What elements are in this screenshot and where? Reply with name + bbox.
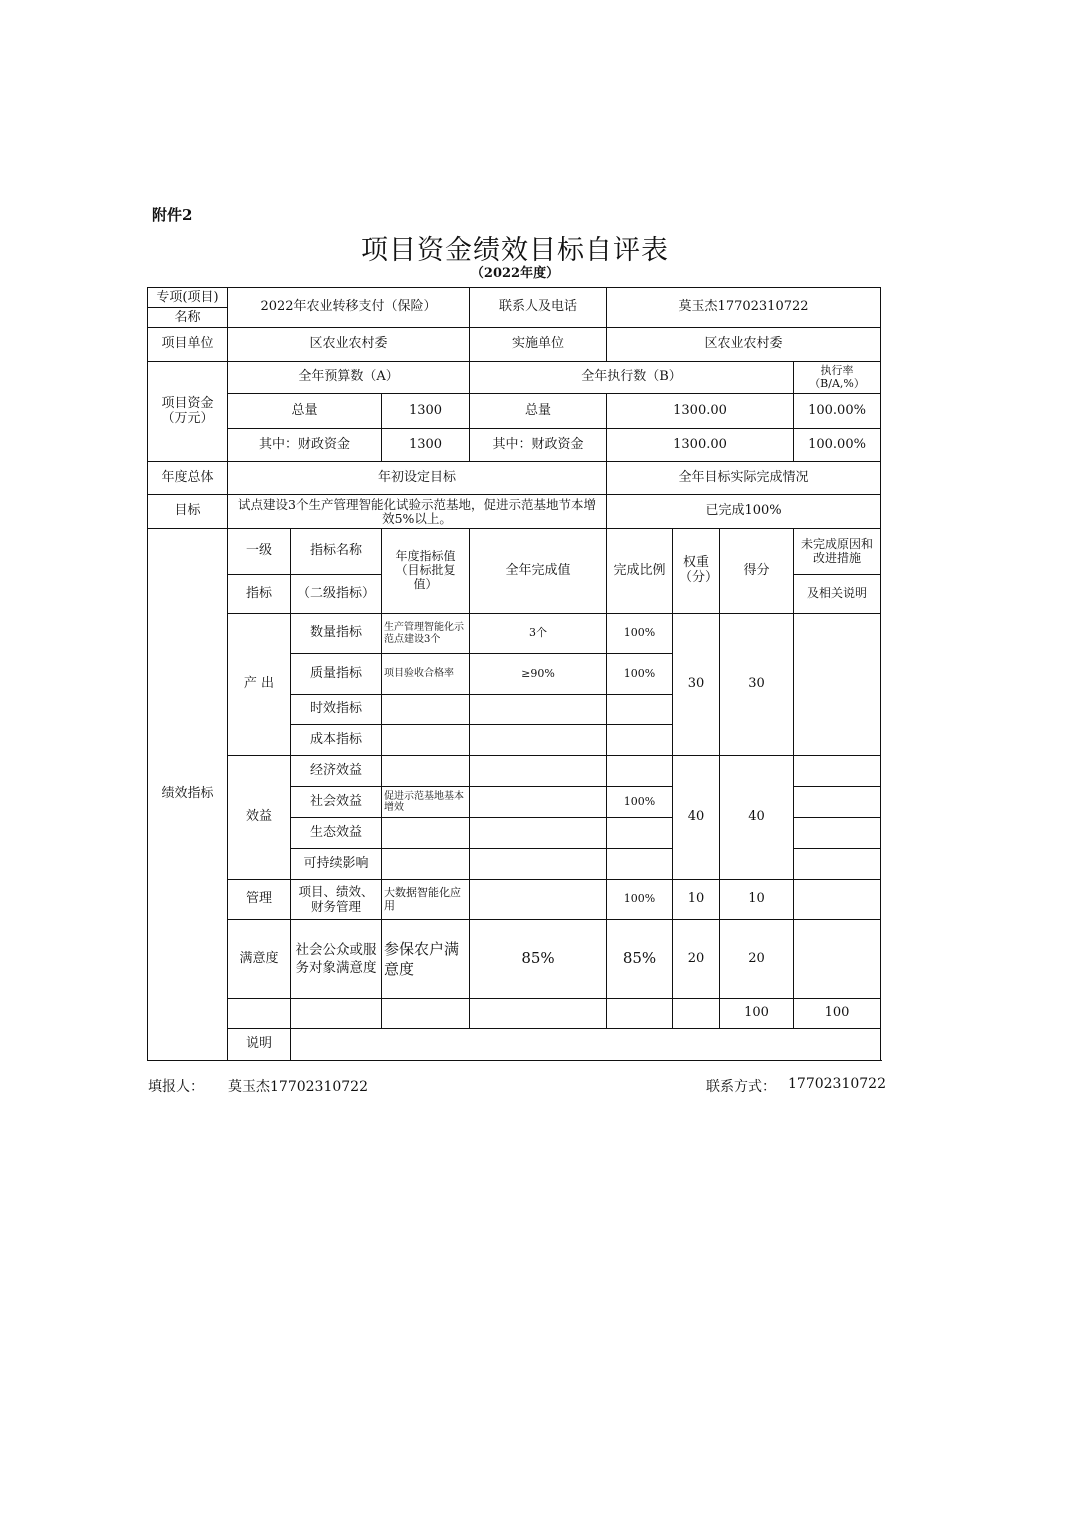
management-ratio: 100%	[607, 880, 673, 920]
rate-label	[794, 362, 881, 394]
total-rate-value: 100.00%	[794, 394, 881, 429]
benefit-done-4	[470, 849, 607, 880]
indicators-section-label: 绩效指标	[148, 529, 228, 1061]
benefit-score: 40	[720, 756, 794, 880]
footer-contact-label: 联系方式：	[706, 1079, 776, 1095]
total-budget-value: 1300	[382, 394, 470, 429]
output-ratio-2: 100%	[607, 654, 673, 695]
fiscal-exec-label: 其中：财政资金	[470, 429, 607, 462]
output-done-1: 3个	[470, 614, 607, 654]
management-done	[470, 880, 607, 920]
name-header-a: 指标名称	[291, 529, 382, 575]
project-name-label	[148, 288, 228, 328]
output-ratio-1: 100%	[607, 614, 673, 654]
notes-label: 说明	[228, 1029, 291, 1061]
project-unit-label: 项目单位	[148, 328, 228, 362]
output-name-4: 成本指标	[291, 725, 382, 756]
output-reason	[794, 614, 881, 756]
total-row-label	[228, 999, 291, 1029]
output-target-3	[382, 695, 470, 725]
exec-label: 全年执行数（B）	[470, 362, 794, 394]
contact-label: 联系人及电话	[470, 288, 607, 328]
initial-goal-text: 试点建设3个生产管理智能化试验示范基地，促进示范基地节本增效5%以上。	[228, 495, 607, 529]
footer-contact-value: 17702310722	[788, 1076, 886, 1092]
total-row-target	[470, 999, 607, 1029]
benefit-reason-2	[794, 787, 881, 818]
total-score: 100	[794, 999, 881, 1029]
benefit-name-4: 可持续影响	[291, 849, 382, 880]
weight-header-text: 权重（分）	[679, 555, 719, 585]
output-target-1: 生产管理智能化示范点建设3个	[382, 614, 470, 654]
attachment-label: 附件2	[152, 206, 193, 224]
satisfaction-done: 85%	[470, 920, 607, 999]
output-target-4	[382, 725, 470, 756]
level1-header-b: 指标	[228, 575, 291, 614]
level1-header-a: 一级	[228, 529, 291, 575]
fiscal-budget-label: 其中：财政资金	[228, 429, 382, 462]
evaluation-table	[147, 287, 881, 1061]
benefit-ratio-2: 100%	[607, 787, 673, 818]
project-name-label-line1: 专项(项目)	[148, 288, 227, 308]
benefit-name-1: 经济效益	[291, 756, 382, 787]
fiscal-rate-value: 100.00%	[794, 429, 881, 462]
satisfaction-ratio: 85%	[607, 920, 673, 999]
benefit-reason-1	[794, 756, 881, 787]
satisfaction-target: 参保农户满意度	[382, 920, 470, 999]
benefit-ratio-4	[607, 849, 673, 880]
impl-unit-value: 区农业农村委	[607, 328, 881, 362]
annual-value-header-text: 年度指标值（目标批复值）	[395, 549, 456, 591]
output-ratio-4	[607, 725, 673, 756]
total-weight: 100	[720, 999, 794, 1029]
output-weight: 30	[673, 614, 720, 756]
goal-label-line2: 目标	[148, 495, 228, 529]
total-exec-label: 总量	[470, 394, 607, 429]
satisfaction-name: 社会公众或服务对象满意度	[291, 920, 382, 999]
filler-value: 莫玉杰17702310722	[228, 1079, 368, 1095]
initial-goal-label: 年初设定目标	[228, 462, 607, 495]
management-reason	[794, 880, 881, 920]
total-row-ratio	[673, 999, 720, 1029]
benefit-done-2	[470, 787, 607, 818]
benefit-reason-4	[794, 849, 881, 880]
filler-label: 填报人：	[148, 1079, 204, 1095]
output-category: 产 出	[228, 614, 291, 756]
project-name-label-line2: 名称	[174, 310, 201, 325]
satisfaction-weight: 20	[673, 920, 720, 999]
benefit-target-4	[382, 849, 470, 880]
rate-label-text: 执行率（B/A,%）	[809, 363, 865, 390]
benefit-weight: 40	[673, 756, 720, 880]
name-header-b: （二级指标）	[291, 575, 382, 614]
goal-label-line1: 年度总体	[148, 462, 228, 495]
annual-value-header	[382, 529, 470, 614]
satisfaction-score: 20	[720, 920, 794, 999]
output-name-1: 数量指标	[291, 614, 382, 654]
funds-label	[148, 362, 228, 462]
benefit-ratio-1	[607, 756, 673, 787]
output-target-2: 项目验收合格率	[382, 654, 470, 695]
benefit-done-3	[470, 818, 607, 849]
management-weight: 10	[673, 880, 720, 920]
output-done-2: ≥90%	[470, 654, 607, 695]
output-name-3: 时效指标	[291, 695, 382, 725]
output-done-3	[470, 695, 607, 725]
fiscal-exec-value: 1300.00	[607, 429, 794, 462]
year-subtitle: （2022年度）	[470, 266, 560, 281]
benefit-done-1	[470, 756, 607, 787]
reason-header-b: 及相关说明	[794, 575, 881, 614]
funds-label-text: 项目资金（万元）	[161, 395, 214, 426]
budget-label: 全年预算数（A）	[228, 362, 470, 394]
management-name: 项目、绩效、财务管理	[291, 880, 382, 920]
benefit-ratio-3	[607, 818, 673, 849]
contact-value: 莫玉杰17702310722	[607, 288, 881, 328]
weight-header	[673, 529, 720, 614]
benefit-target-1	[382, 756, 470, 787]
output-done-4	[470, 725, 607, 756]
management-score: 10	[720, 880, 794, 920]
output-name-2: 质量指标	[291, 654, 382, 695]
benefit-reason-3	[794, 818, 881, 849]
benefit-target-2: 促进示范基地基本增效	[382, 787, 470, 818]
fiscal-budget-value: 1300	[382, 429, 470, 462]
output-score: 30	[720, 614, 794, 756]
total-row-done	[607, 999, 673, 1029]
management-category: 管理	[228, 880, 291, 920]
actual-goal-label: 全年目标实际完成情况	[607, 462, 881, 495]
project-name-value: 2022年农业转移支付（保险）	[228, 288, 470, 328]
satisfaction-reason	[794, 920, 881, 999]
actual-goal-text: 已完成100%	[607, 495, 881, 529]
total-budget-label: 总量	[228, 394, 382, 429]
reason-header-a	[794, 529, 881, 575]
satisfaction-category: 满意度	[228, 920, 291, 999]
page-title: 项目资金绩效目标自评表	[361, 235, 669, 266]
ratio-header: 完成比例	[607, 529, 673, 614]
benefit-name-2: 社会效益	[291, 787, 382, 818]
reason-header-a-text: 未完成原因和改进措施	[801, 536, 874, 565]
total-row-name	[382, 999, 470, 1029]
benefit-name-3: 生态效益	[291, 818, 382, 849]
benefit-target-3	[382, 818, 470, 849]
done-value-header: 全年完成值	[470, 529, 607, 614]
project-unit-value: 区农业农村委	[228, 328, 470, 362]
benefit-category: 效益	[228, 756, 291, 880]
notes-value	[291, 1029, 881, 1061]
score-header: 得分	[720, 529, 794, 614]
management-target: 大数据智能化应用	[382, 880, 470, 920]
total-row-level1	[291, 999, 382, 1029]
total-exec-value: 1300.00	[607, 394, 794, 429]
impl-unit-label: 实施单位	[470, 328, 607, 362]
output-ratio-3	[607, 695, 673, 725]
